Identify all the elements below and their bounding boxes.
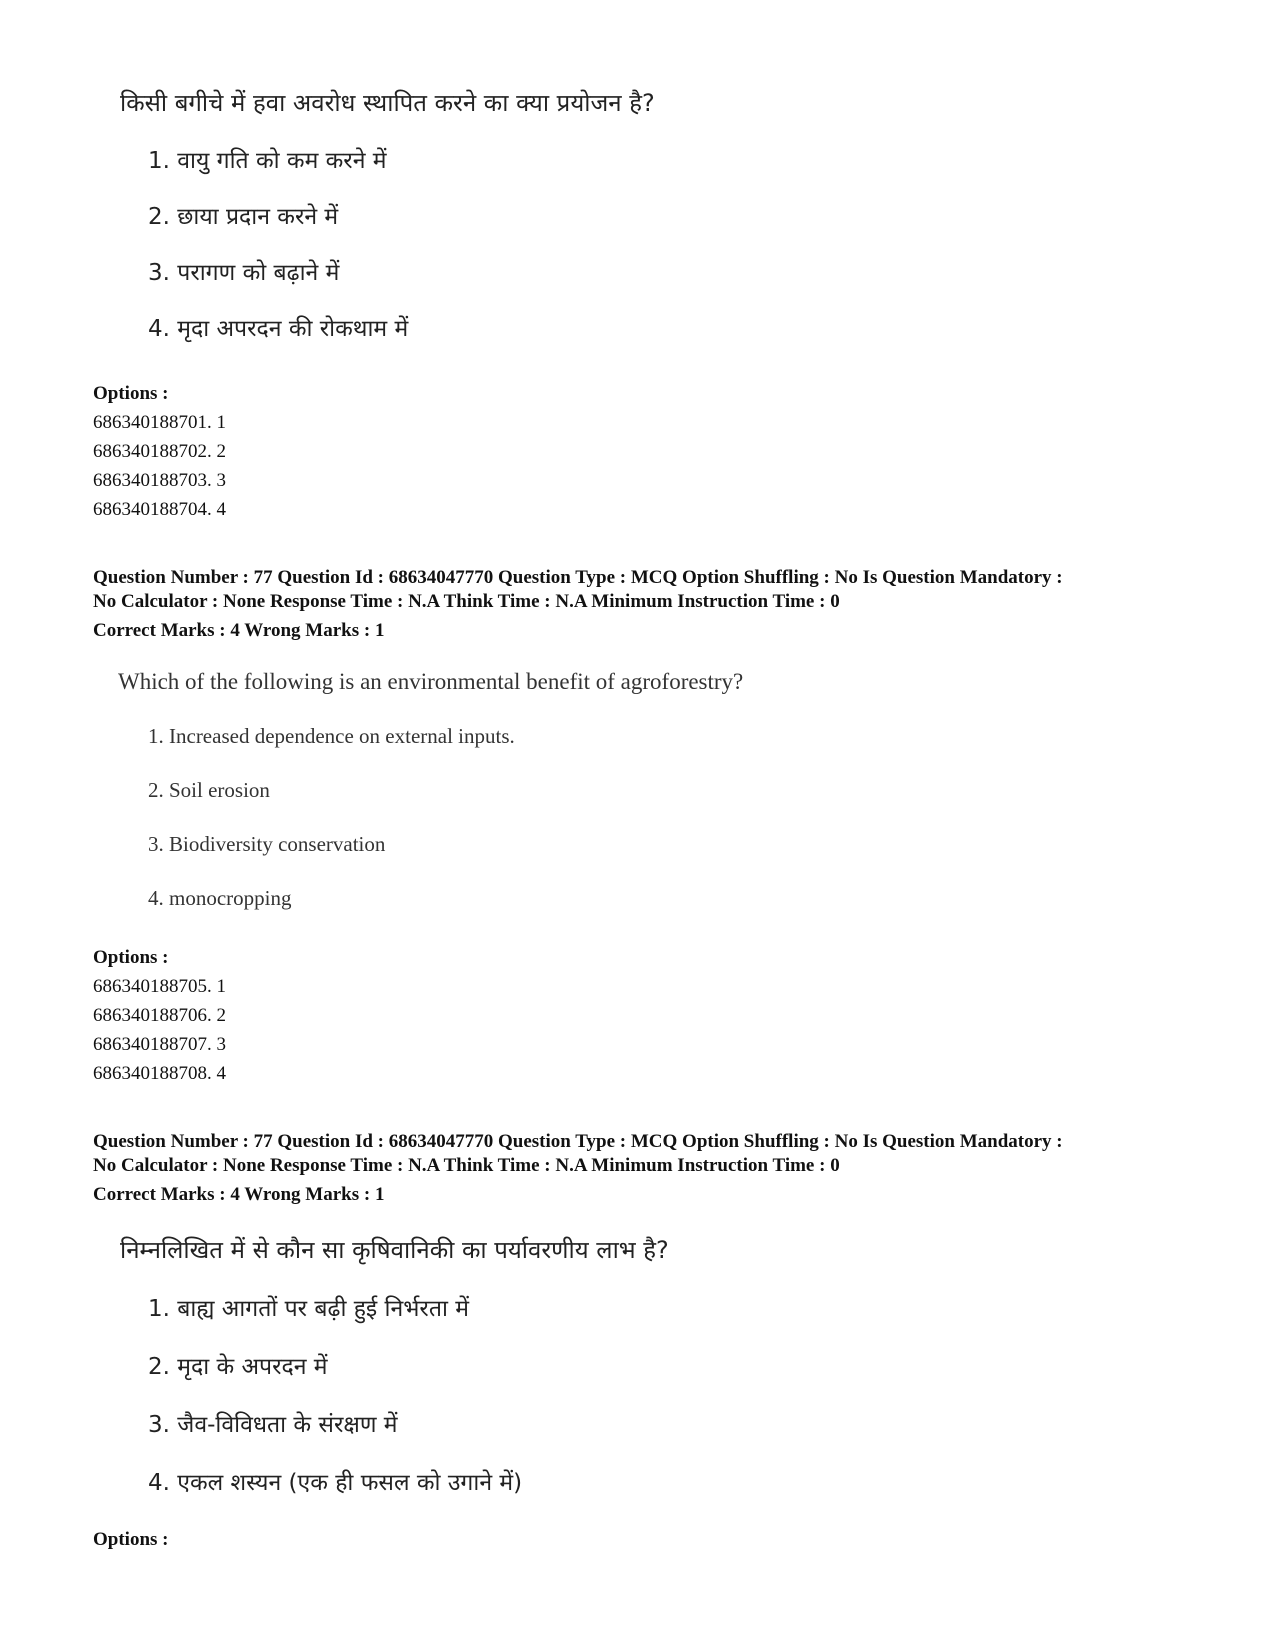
question-meta: Question Number : 77 Question Id : 68634047770 Question Type : MCQ Option Shuffling : No Is Question Mandatory :	[93, 1131, 1063, 1152]
options-label: Options :	[93, 947, 169, 968]
question-choice: 4. एकल शस्यन (एक ही फसल को उगाने में)	[148, 1470, 523, 1496]
question-marks: Correct Marks : 4 Wrong Marks : 1	[93, 620, 385, 641]
question-marks: Correct Marks : 4 Wrong Marks : 1	[93, 1184, 385, 1205]
option-id-line: 686340188703. 3	[93, 470, 226, 491]
question-meta: No Calculator : None Response Time : N.A Think Time : N.A Minimum Instruction Time : 0	[93, 1155, 840, 1176]
option-id-line: 686340188701. 1	[93, 412, 226, 433]
question-choice: 1. Increased dependence on external inputs.	[148, 724, 515, 748]
question-choice: 4. मृदा अपरदन की रोकथाम में	[148, 316, 409, 342]
question-meta: Question Number : 77 Question Id : 68634047770 Question Type : MCQ Option Shuffling : No Is Question Mandatory :	[93, 567, 1063, 588]
question-choice: 2. Soil erosion	[148, 778, 270, 802]
option-id-line: 686340188702. 2	[93, 441, 226, 462]
question-text: Which of the following is an environmental benefit of agroforestry?	[118, 669, 744, 694]
option-id-line: 686340188707. 3	[93, 1034, 226, 1055]
options-label: Options :	[93, 383, 169, 404]
question-text: निम्नलिखित में से कौन सा कृषिवानिकी का पर्यावरणीय लाभ है?	[120, 1236, 669, 1264]
question-choice: 1. वायु गति को कम करने में	[148, 148, 387, 174]
question-choice: 2. छाया प्रदान करने में	[148, 204, 339, 230]
question-meta: No Calculator : None Response Time : N.A Think Time : N.A Minimum Instruction Time : 0	[93, 591, 840, 612]
option-id-line: 686340188706. 2	[93, 1005, 226, 1026]
option-id-line: 686340188705. 1	[93, 976, 226, 997]
option-id-line: 686340188708. 4	[93, 1063, 226, 1084]
question-choice: 3. जैव-विविधता के संरक्षण में	[148, 1412, 398, 1438]
options-label: Options :	[93, 1529, 169, 1550]
question-choice: 3. Biodiversity conservation	[148, 832, 386, 856]
question-choice: 4. monocropping	[148, 886, 292, 910]
question-choice: 1. बाह्य आगतों पर बढ़ी हुई निर्भरता में	[148, 1296, 469, 1322]
question-text: किसी बगीचे में हवा अवरोध स्थापित करने का क्या प्रयोजन है?	[120, 89, 655, 117]
question-choice: 2. मृदा के अपरदन में	[148, 1354, 328, 1380]
question-choice: 3. परागण को बढ़ाने में	[148, 260, 340, 286]
option-id-line: 686340188704. 4	[93, 499, 226, 520]
